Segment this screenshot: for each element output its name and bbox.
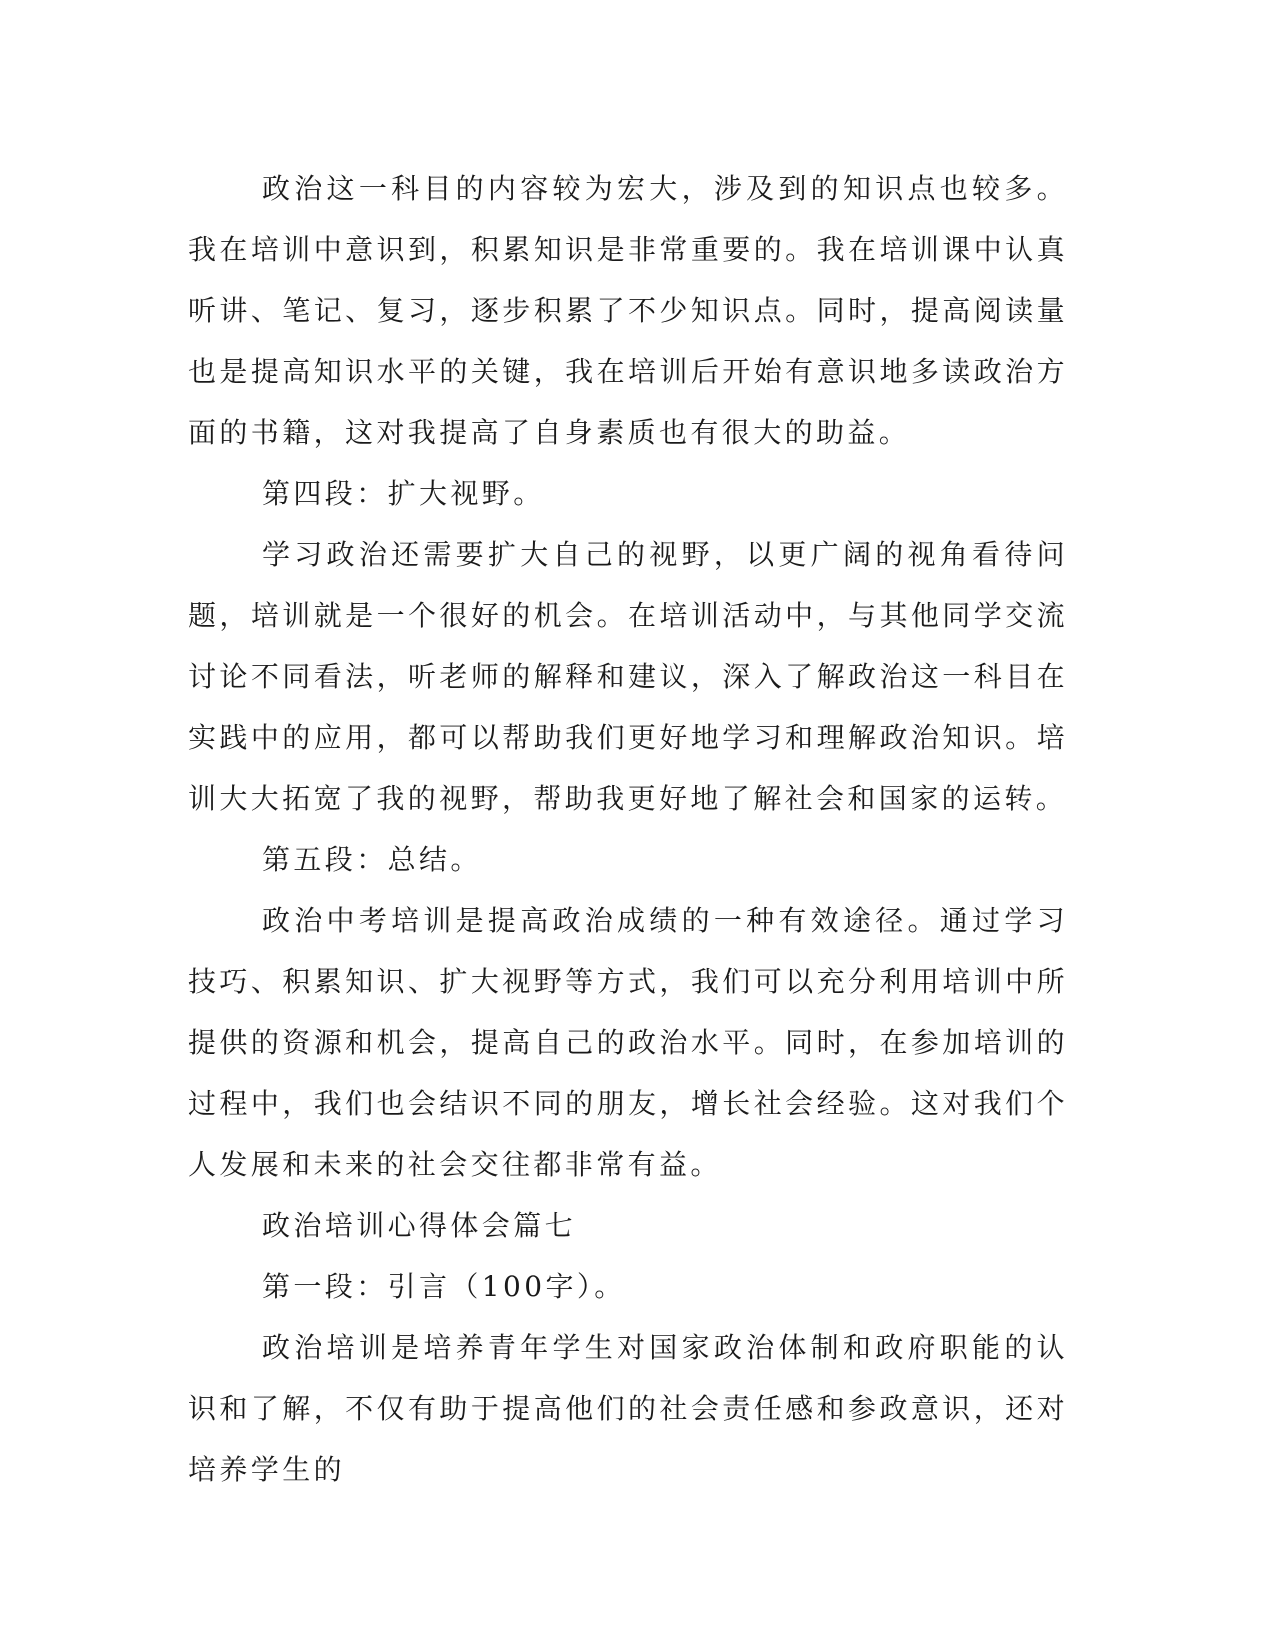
section-heading-broaden-horizons: 第四段：扩大视野。 — [262, 477, 545, 510]
section-heading-introduction: 第一段：引言（100字）。 — [262, 1270, 626, 1303]
paragraph-broaden-horizons: 学习政治还需要扩大自己的视野，以更广阔的视角看待问题，培训就是一个很好的机会。在培训活动中，与其他同学交流讨论不同看法，听老师的解释和建议，深入了解政治这一科目在实践中的应用，都可以帮助我们更好地学习和理解政治知识。培训大大拓宽了我的视野，帮助我更好地了解社会和国家的运转。 — [188, 538, 1068, 815]
paragraph-knowledge-accumulation: 政治这一科目的内容较为宏大，涉及到的知识点也较多。我在培训中意识到，积累知识是非常重要的。我在培训课中认真听讲、笔记、复习，逐步积累了不少知识点。同时，提高阅读量也是提高知识水平的关键，我在培训后开始有意识地多读政治方面的书籍，这对我提高了自身素质也有很大的助益。 — [188, 172, 1068, 449]
section-heading-summary: 第五段：总结。 — [262, 843, 482, 876]
paragraph-introduction: 政治培训是培养青年学生对国家政治体制和政府职能的认识和了解，不仅有助于提高他们的社会责任感和参政意识，还对培养学生的 — [188, 1331, 1068, 1486]
document-body — [188, 158, 1068, 1500]
paragraph-summary: 政治中考培训是提高政治成绩的一种有效途径。通过学习技巧、积累知识、扩大视野等方式，我们可以充分利用培训中所提供的资源和机会，提高自己的政治水平。同时，在参加培训的过程中，我们也会结识不同的朋友，增长社会经验。这对我们个人发展和未来的社会交往都非常有益。 — [188, 904, 1068, 1181]
article-title-part-seven: 政治培训心得体会篇七 — [262, 1209, 577, 1242]
